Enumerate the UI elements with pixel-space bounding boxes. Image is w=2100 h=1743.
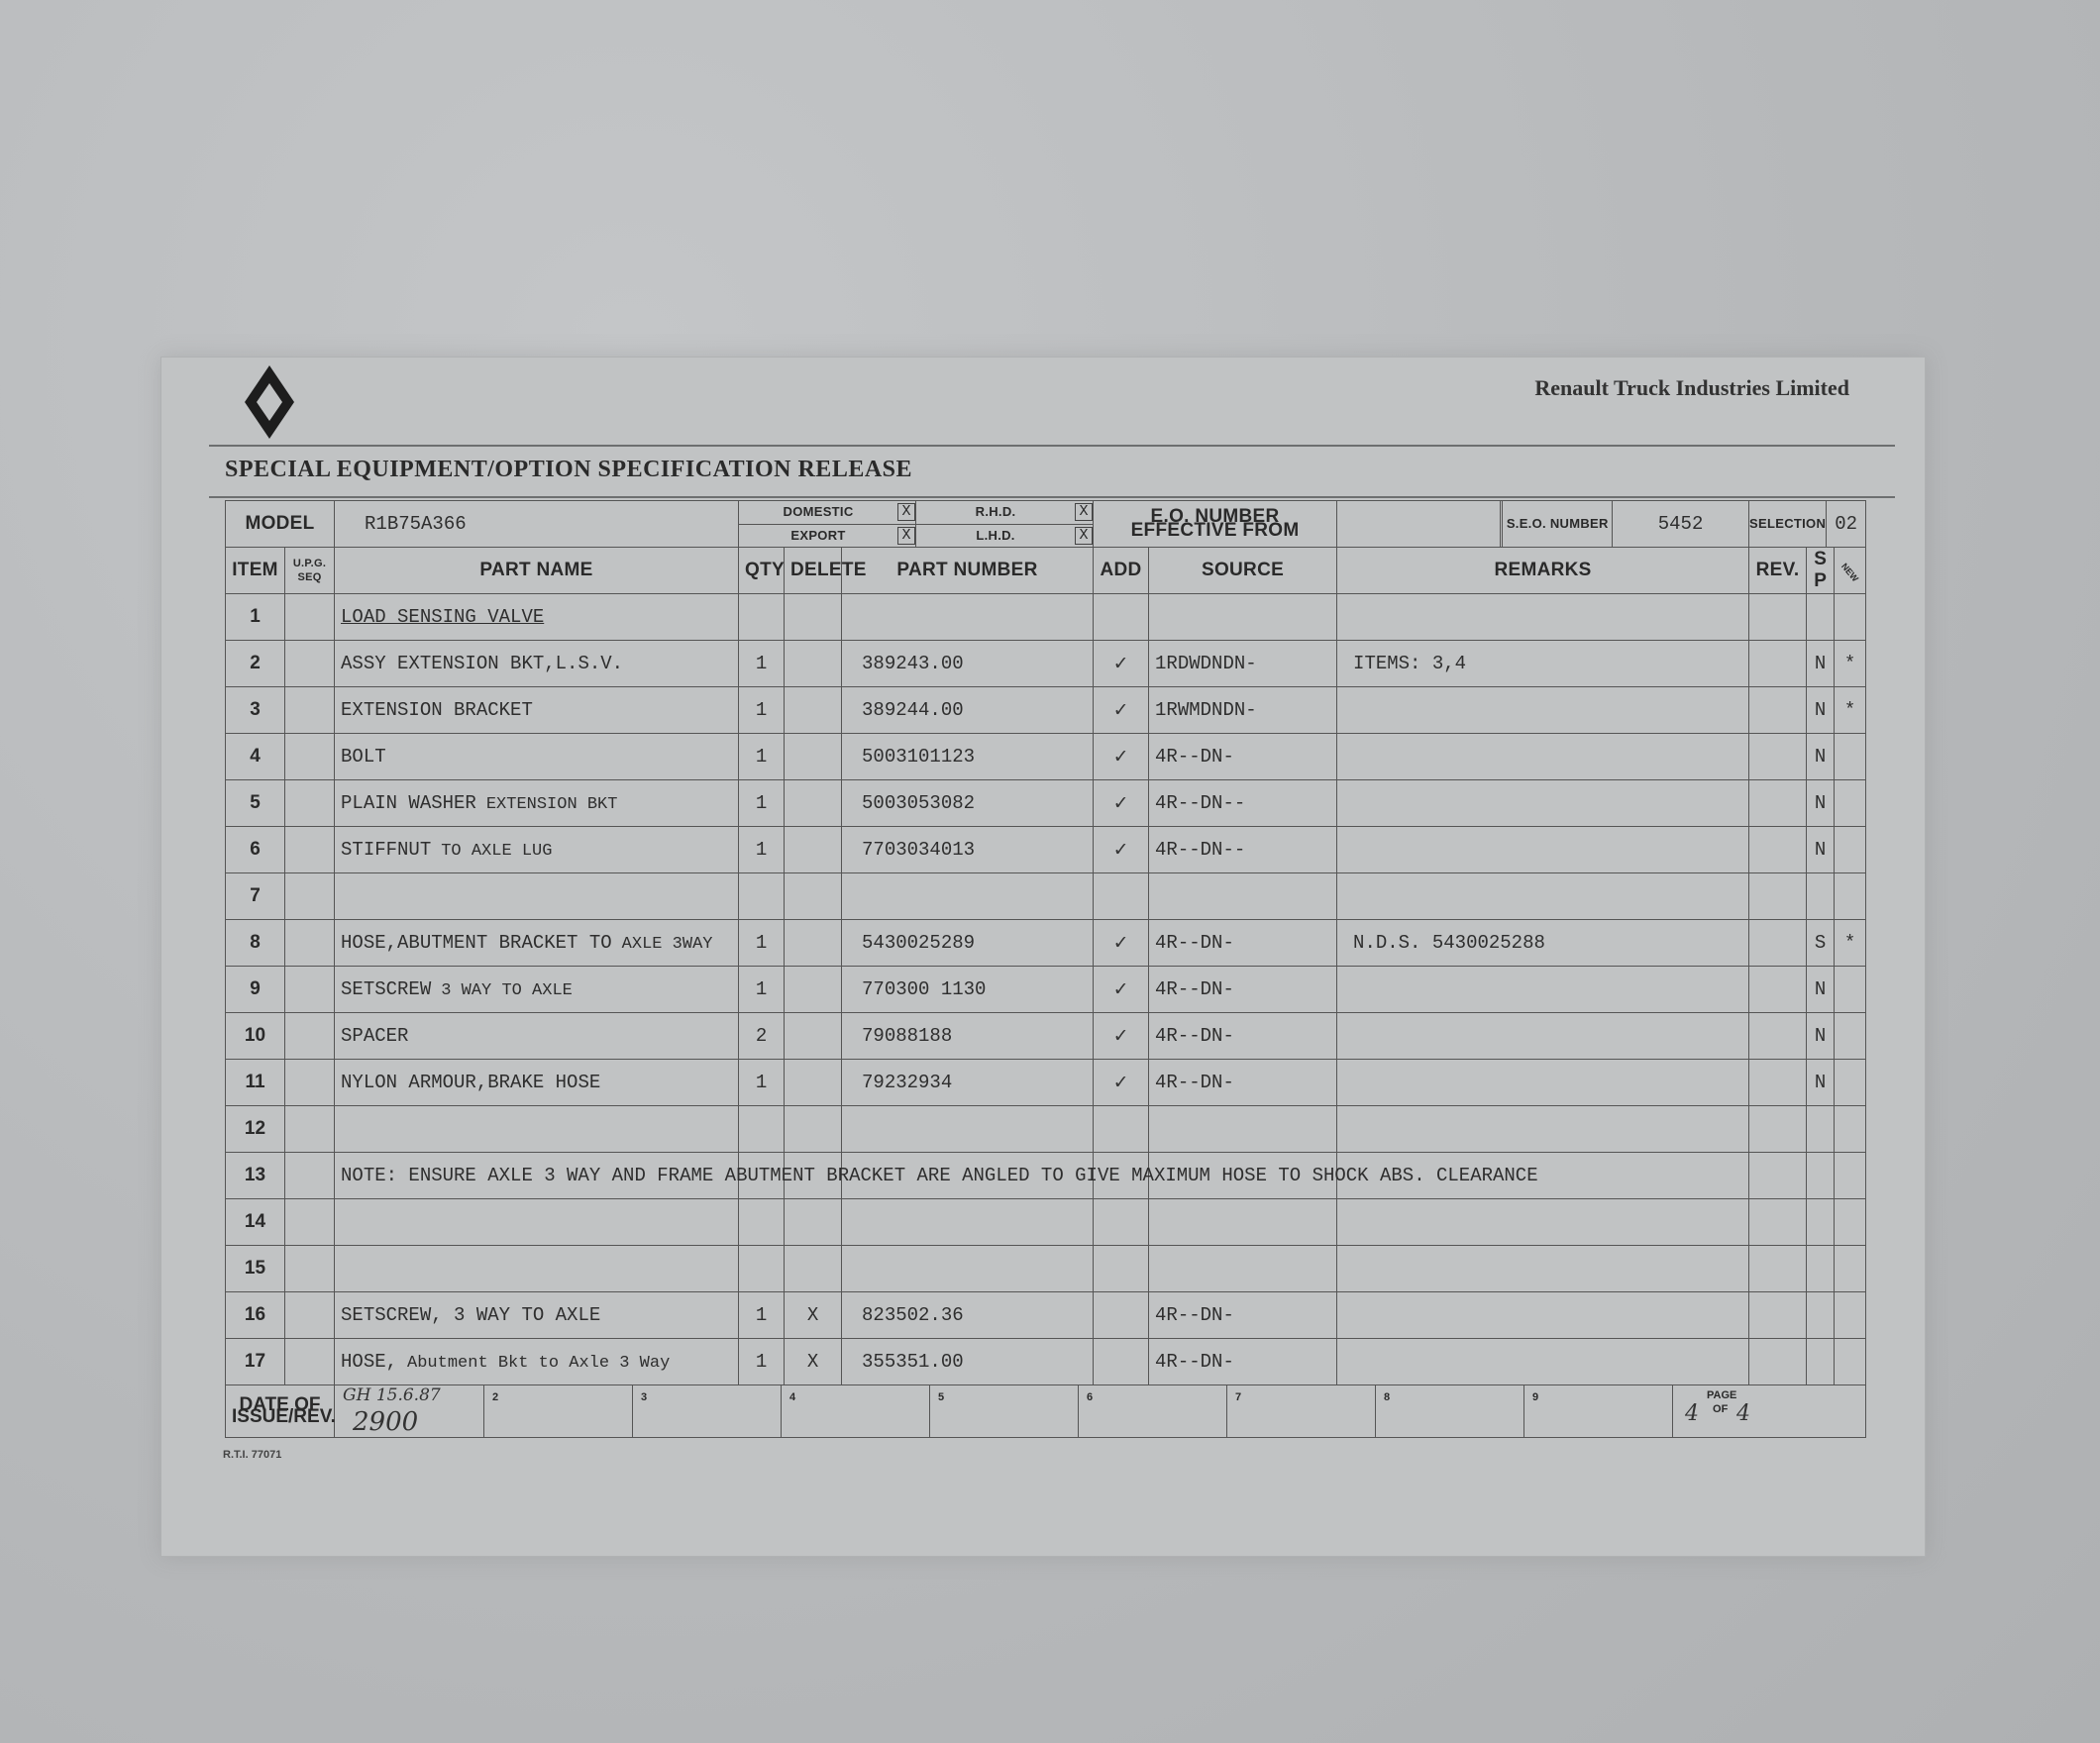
issue-slots: [335, 1385, 1865, 1437]
part-name: LOAD SENSING VALVE: [341, 606, 545, 628]
eo-number-label: E.O. NUMBER EFFECTIVE FROM: [1094, 501, 1337, 548]
sp-cell: N: [1807, 641, 1835, 687]
title-rule: [209, 496, 1895, 498]
upg-seq-cell: [285, 687, 335, 734]
meta-row: [226, 501, 1866, 548]
part-name-cell: [335, 734, 739, 780]
remarks-cell: N.D.S. 5430025288: [1337, 920, 1749, 967]
flag-cell: [1835, 594, 1866, 641]
note-spacer-cell: [1749, 1153, 1807, 1199]
part-number-cell: 79232934: [842, 1060, 1094, 1106]
rev-cell: [1749, 967, 1807, 1013]
source-cell: 4R--DN-: [1149, 967, 1337, 1013]
add-check-icon: [1094, 1106, 1149, 1153]
model-label: MODEL: [226, 501, 335, 548]
part-name-note: Abutment Bkt to Axle 3 Way: [407, 1354, 671, 1373]
upg-seq-cell: [285, 1339, 335, 1385]
sp-cell: N: [1807, 734, 1835, 780]
flag-cell: *: [1835, 641, 1866, 687]
add-check-icon: ✓: [1094, 827, 1149, 873]
remarks-cell: [1337, 1060, 1749, 1106]
item-number: 16: [226, 1292, 285, 1339]
of-label: OF: [1713, 1403, 1729, 1415]
flag-cell: [1835, 1060, 1866, 1106]
table-row: [226, 594, 1866, 641]
rev-cell: [1749, 734, 1807, 780]
delete-cell: [785, 1013, 842, 1060]
upg-seq-cell: [285, 920, 335, 967]
part-number-cell: [842, 873, 1094, 920]
part-number-cell: 355351.00: [842, 1339, 1094, 1385]
item-number: 9: [226, 967, 285, 1013]
part-number-cell: [842, 1199, 1094, 1246]
lhd-label: L.H.D.: [976, 527, 1015, 543]
page-box: [1673, 1385, 1865, 1437]
delete-cell: [785, 1246, 842, 1292]
source-cell: 4R--DN--: [1149, 827, 1337, 873]
item-number: 8: [226, 920, 285, 967]
lhd-mark: X: [1075, 527, 1093, 545]
flag-cell: [1835, 1246, 1866, 1292]
col-source: SOURCE: [1149, 548, 1337, 594]
delete-cell: [785, 967, 842, 1013]
export-label: EXPORT: [790, 527, 846, 543]
delete-cell: X: [785, 1292, 842, 1339]
upg-seq-cell: [285, 1013, 335, 1060]
parts-rows: [226, 594, 1866, 1385]
remarks-cell: [1337, 1106, 1749, 1153]
sp-cell: N: [1807, 780, 1835, 827]
date-of-issue-label: DATE OF ISSUE/REV.: [226, 1385, 335, 1438]
source-cell: [1149, 594, 1337, 641]
upg-seq-cell: [285, 1292, 335, 1339]
rev-cell: [1749, 1013, 1807, 1060]
part-name: HOSE,: [341, 1351, 398, 1373]
upg-seq-cell: [285, 594, 335, 641]
delete-cell: [785, 1106, 842, 1153]
part-name: STIFFNUT: [341, 839, 432, 861]
part-number-cell: 389244.00: [842, 687, 1094, 734]
part-name-cell: [335, 1060, 739, 1106]
delete-cell: [785, 920, 842, 967]
upg-seq-cell: [285, 1199, 335, 1246]
sp-cell: N: [1807, 827, 1835, 873]
flag-cell: [1835, 967, 1866, 1013]
add-check-icon: [1094, 1199, 1149, 1246]
rhd-label: R.H.D.: [975, 504, 1016, 520]
source-cell: 1RWMDNDN-: [1149, 687, 1337, 734]
export-mark: X: [897, 527, 915, 545]
part-name-note: 3 WAY TO AXLE: [441, 981, 573, 1000]
rev-cell: [1749, 1246, 1807, 1292]
issue-slot-7: 7: [1227, 1385, 1376, 1437]
table-row: [226, 1199, 1866, 1246]
item-number: 2: [226, 641, 285, 687]
upg-seq-cell: [285, 1106, 335, 1153]
part-name-cell: [335, 967, 739, 1013]
item-number: 3: [226, 687, 285, 734]
source-cell: 4R--DN-: [1149, 920, 1337, 967]
remarks-cell: [1337, 687, 1749, 734]
rev-cell: [1749, 641, 1807, 687]
note-spacer-cell: [1835, 1153, 1866, 1199]
item-number: 12: [226, 1106, 285, 1153]
delete-cell: [785, 641, 842, 687]
issue-slot-4: 4: [782, 1385, 930, 1437]
flag-cell: [1835, 734, 1866, 780]
issue-slot-6: 6: [1079, 1385, 1227, 1437]
add-check-icon: [1094, 1246, 1149, 1292]
qty-cell: [739, 594, 785, 641]
model-value: R1B75A366: [335, 501, 739, 548]
item-number: 6: [226, 827, 285, 873]
table-row: [226, 873, 1866, 920]
part-name-note: EXTENSION BKT: [485, 795, 618, 814]
sp-cell: N: [1807, 1060, 1835, 1106]
issue-slot-9: 9: [1524, 1385, 1673, 1437]
remarks-cell: [1337, 1246, 1749, 1292]
upg-seq-cell: [285, 1153, 335, 1199]
issue-slot-1: [335, 1385, 484, 1437]
col-part-name: PART NAME: [335, 548, 739, 594]
table-row: [226, 1339, 1866, 1385]
rev-cell: [1749, 594, 1807, 641]
delete-cell: [785, 1199, 842, 1246]
source-cell: 4R--DN-: [1149, 1060, 1337, 1106]
remarks-cell: [1337, 1339, 1749, 1385]
upg-seq-cell: [285, 734, 335, 780]
remarks-cell: [1337, 827, 1749, 873]
add-check-icon: ✓: [1094, 1013, 1149, 1060]
table-row: [226, 1246, 1866, 1292]
issue-slot-2: 2: [484, 1385, 633, 1437]
part-name-cell: [335, 827, 739, 873]
part-number-cell: [842, 1246, 1094, 1292]
flag-cell: [1835, 827, 1866, 873]
remarks-cell: [1337, 594, 1749, 641]
table-row: [226, 734, 1866, 780]
sp-cell: [1807, 1106, 1835, 1153]
sp-cell: [1807, 594, 1835, 641]
remarks-cell: [1337, 967, 1749, 1013]
source-cell: 4R--DN--: [1149, 780, 1337, 827]
part-number-cell: [842, 594, 1094, 641]
col-rev: REV.: [1749, 548, 1807, 594]
page-total: 4: [1736, 1401, 1751, 1426]
col-item: ITEM: [226, 548, 285, 594]
company-name: Renault Truck Industries Limited: [1534, 375, 1849, 400]
sp-cell: [1807, 1292, 1835, 1339]
part-name-cell: [335, 687, 739, 734]
part-name-cell: [335, 1013, 739, 1060]
upg-seq-cell: [285, 1060, 335, 1106]
source-cell: 4R--DN-: [1149, 1013, 1337, 1060]
flag-cell: [1835, 1106, 1866, 1153]
rev-cell: [1749, 873, 1807, 920]
part-number-cell: 5003053082: [842, 780, 1094, 827]
col-qty: QTY: [739, 548, 785, 594]
add-check-icon: ✓: [1094, 734, 1149, 780]
add-check-icon: [1094, 873, 1149, 920]
spec-release-table: [225, 500, 1866, 1438]
seo-number-label: S.E.O. NUMBER: [1503, 501, 1613, 547]
issue-row: [226, 1385, 1866, 1438]
add-check-icon: ✓: [1094, 1060, 1149, 1106]
remarks-cell: [1337, 780, 1749, 827]
flag-cell: [1835, 1199, 1866, 1246]
part-name-note: TO AXLE LUG: [441, 842, 553, 861]
part-name-cell: [335, 1292, 739, 1339]
part-number-cell: [842, 1106, 1094, 1153]
add-check-icon: [1094, 1339, 1149, 1385]
rev-cell: [1749, 687, 1807, 734]
rev-cell: [1749, 1106, 1807, 1153]
form-code: R.T.I. 77071: [223, 1449, 282, 1461]
qty-cell: [739, 1106, 785, 1153]
item-number: 4: [226, 734, 285, 780]
page-number: 4: [1685, 1401, 1700, 1426]
item-number: 10: [226, 1013, 285, 1060]
add-check-icon: ✓: [1094, 687, 1149, 734]
table-row: [226, 780, 1866, 827]
remarks-cell: ITEMS: 3,4: [1337, 641, 1749, 687]
issue-1-initials: GH 15.6.87: [343, 1385, 441, 1405]
table-row: [226, 687, 1866, 734]
rev-cell: [1749, 1060, 1807, 1106]
part-name-cell: [335, 594, 739, 641]
delete-cell: [785, 1060, 842, 1106]
part-name-cell: [335, 1339, 739, 1385]
flag-cell: [1835, 1292, 1866, 1339]
sp-cell: [1807, 1339, 1835, 1385]
qty-cell: 2: [739, 1013, 785, 1060]
sp-cell: [1807, 1199, 1835, 1246]
remarks-cell: [1337, 734, 1749, 780]
part-number-cell: 389243.00: [842, 641, 1094, 687]
sp-cell: [1807, 1246, 1835, 1292]
table-row: [226, 967, 1866, 1013]
source-cell: [1149, 873, 1337, 920]
note-text: NOTE: ENSURE AXLE 3 WAY AND FRAME ABUTMENT BRACKET ARE ANGLED TO GIVE MAXIMUM HOSE TO SHOCK ABS. CLEARANCE: [335, 1153, 739, 1199]
part-name: BOLT: [341, 746, 386, 768]
domestic-mark: X: [897, 503, 915, 521]
rev-cell: [1749, 1199, 1807, 1246]
part-number-cell: 5430025289: [842, 920, 1094, 967]
sp-cell: N: [1807, 967, 1835, 1013]
table-row: [226, 827, 1866, 873]
renault-logo-icon: [225, 358, 314, 447]
upg-seq-cell: [285, 967, 335, 1013]
item-number: 17: [226, 1339, 285, 1385]
remarks-cell: [1337, 873, 1749, 920]
item-number: 15: [226, 1246, 285, 1292]
col-remarks: REMARKS: [1337, 548, 1749, 594]
domestic-label: DOMESTIC: [783, 504, 854, 520]
sp-cell: [1807, 873, 1835, 920]
rev-cell: [1749, 780, 1807, 827]
remarks-cell: [1337, 1199, 1749, 1246]
source-cell: 4R--DN-: [1149, 1339, 1337, 1385]
add-check-icon: ✓: [1094, 967, 1149, 1013]
item-number: 14: [226, 1199, 285, 1246]
part-name-note: AXLE 3WAY: [621, 935, 713, 954]
delete-cell: [785, 780, 842, 827]
rev-cell: [1749, 1292, 1807, 1339]
header-rule: [209, 445, 1895, 447]
flag-cell: *: [1835, 920, 1866, 967]
part-name: HOSE,ABUTMENT BRACKET TO: [341, 932, 612, 954]
seo-number-value: 5452: [1657, 513, 1704, 535]
document-sheet: [160, 357, 1926, 1557]
delete-cell: [785, 734, 842, 780]
issue-slot-5: 5: [930, 1385, 1079, 1437]
sp-cell: N: [1807, 687, 1835, 734]
rhd-mark: X: [1075, 503, 1093, 521]
delete-cell: [785, 687, 842, 734]
col-part-number: PART NUMBER: [842, 548, 1094, 594]
qty-cell: 1: [739, 641, 785, 687]
flag-cell: *: [1835, 687, 1866, 734]
rev-cell: [1749, 1339, 1807, 1385]
part-name-cell: [335, 1106, 739, 1153]
delete-cell: [785, 594, 842, 641]
sp-cell: N: [1807, 1013, 1835, 1060]
part-number-cell: 770300 1130: [842, 967, 1094, 1013]
table-row: [226, 920, 1866, 967]
item-number: 5: [226, 780, 285, 827]
issue-slot-3: 3: [633, 1385, 782, 1437]
form-title: SPECIAL EQUIPMENT/OPTION SPECIFICATION RELEASE: [225, 457, 913, 482]
part-name: NYLON ARMOUR,BRAKE HOSE: [341, 1072, 601, 1093]
add-check-icon: [1094, 1292, 1149, 1339]
source-cell: [1149, 1199, 1337, 1246]
part-name: SPACER: [341, 1025, 409, 1047]
col-new: NEW: [1835, 548, 1866, 594]
issue-1-number: 2900: [353, 1407, 419, 1437]
qty-cell: 1: [739, 1060, 785, 1106]
part-name: SETSCREW, 3 WAY TO AXLE: [341, 1304, 601, 1326]
upg-seq-cell: [285, 780, 335, 827]
part-name: PLAIN WASHER: [341, 792, 476, 814]
part-name-cell: [335, 780, 739, 827]
source-cell: 1RDWDNDN-: [1149, 641, 1337, 687]
table-row: [226, 1292, 1866, 1339]
table-row: [226, 1060, 1866, 1106]
item-number: 13: [226, 1153, 285, 1199]
qty-cell: 1: [739, 687, 785, 734]
qty-cell: 1: [739, 827, 785, 873]
part-name-cell: [335, 1199, 739, 1246]
qty-cell: [739, 873, 785, 920]
delete-cell: [785, 827, 842, 873]
delete-cell: [785, 873, 842, 920]
part-name: ASSY EXTENSION BKT,L.S.V.: [341, 653, 624, 674]
item-number: 7: [226, 873, 285, 920]
qty-cell: 1: [739, 1292, 785, 1339]
col-add: ADD: [1094, 548, 1149, 594]
page-label: PAGE: [1707, 1389, 1737, 1401]
qty-cell: [739, 1199, 785, 1246]
flag-cell: [1835, 1339, 1866, 1385]
col-delete: DELETE: [785, 548, 842, 594]
upg-seq-cell: [285, 641, 335, 687]
flag-cell: [1835, 780, 1866, 827]
qty-cell: [739, 1246, 785, 1292]
part-name-cell: [335, 873, 739, 920]
qty-cell: 1: [739, 734, 785, 780]
part-number-cell: 7703034013: [842, 827, 1094, 873]
qty-cell: 1: [739, 1339, 785, 1385]
part-number-cell: 823502.36: [842, 1292, 1094, 1339]
rev-cell: [1749, 827, 1807, 873]
part-name: EXTENSION BRACKET: [341, 699, 533, 721]
table-row: [226, 1013, 1866, 1060]
qty-cell: 1: [739, 920, 785, 967]
part-name-cell: [335, 1246, 739, 1292]
part-name-cell: [335, 920, 739, 967]
qty-cell: 1: [739, 967, 785, 1013]
note-spacer-cell: [1807, 1153, 1835, 1199]
selection-label: SELECTION: [1749, 501, 1827, 547]
table-row: [226, 641, 1866, 687]
flag-cell: [1835, 1013, 1866, 1060]
part-number-cell: 5003101123: [842, 734, 1094, 780]
item-number: 1: [226, 594, 285, 641]
item-number: 11: [226, 1060, 285, 1106]
col-sp: S P: [1807, 548, 1835, 594]
issue-slot-8: 8: [1376, 1385, 1524, 1437]
source-cell: [1149, 1246, 1337, 1292]
upg-seq-cell: [285, 873, 335, 920]
source-cell: [1149, 1106, 1337, 1153]
remarks-cell: [1337, 1013, 1749, 1060]
add-check-icon: ✓: [1094, 920, 1149, 967]
remarks-cell: [1337, 1292, 1749, 1339]
table-row: [226, 1106, 1866, 1153]
qty-cell: 1: [739, 780, 785, 827]
upg-seq-cell: [285, 1246, 335, 1292]
source-cell: 4R--DN-: [1149, 1292, 1337, 1339]
part-number-cell: 79088188: [842, 1013, 1094, 1060]
add-check-icon: ✓: [1094, 641, 1149, 687]
delete-cell: X: [785, 1339, 842, 1385]
note-row: [226, 1153, 1866, 1199]
add-check-icon: [1094, 594, 1149, 641]
add-check-icon: ✓: [1094, 780, 1149, 827]
column-header-row: [226, 548, 1866, 594]
col-upg-seq: U.P.G. SEQ: [285, 548, 335, 594]
source-cell: 4R--DN-: [1149, 734, 1337, 780]
sp-cell: S: [1807, 920, 1835, 967]
part-name: SETSCREW: [341, 978, 432, 1000]
rev-cell: [1749, 920, 1807, 967]
flag-cell: [1835, 873, 1866, 920]
upg-seq-cell: [285, 827, 335, 873]
part-name-cell: [335, 641, 739, 687]
selection-value: 02: [1835, 513, 1858, 535]
